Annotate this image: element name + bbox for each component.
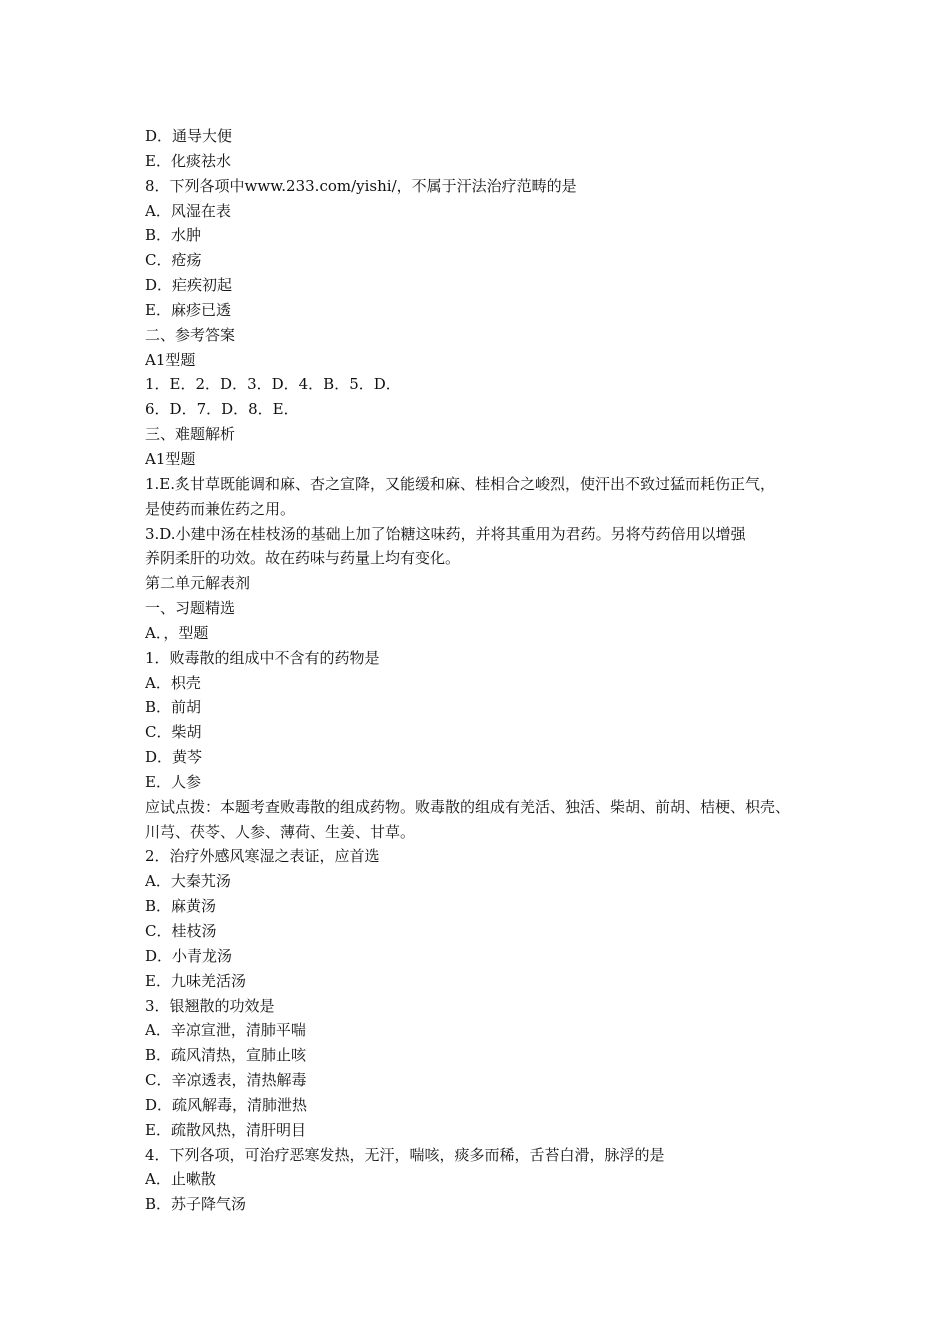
text-line: D．通导大便: [145, 127, 233, 145]
text-line: 养阴柔肝的功效。故在药味与药量上均有变化。: [145, 549, 461, 568]
text-line: E．化痰祛水: [145, 151, 231, 170]
text-line: D．疏风解毒，清肺泄热: [145, 1095, 308, 1114]
text-line: B．前胡: [145, 698, 202, 717]
text-line: 1.E.炙甘草既能调和麻、杏之宣降，又能缓和麻、桂相合之峻烈，使汗出不致过猛而耗伤正气，: [145, 474, 776, 493]
text-line: 8．下列各项中www.233.com/yishi/，不属于汗法治疗范畴的是: [145, 176, 577, 195]
text-line: 一、习题精选: [145, 599, 236, 618]
text-line: A．，型题: [145, 623, 209, 642]
text-line: C．疮疡: [145, 251, 202, 270]
text-line: B．麻黄汤: [145, 897, 217, 916]
text-line: 第二单元解表剂: [145, 574, 251, 593]
text-line: 二、参考答案: [145, 325, 236, 344]
text-line: A．大秦艽汤: [145, 872, 231, 891]
text-line: A．止嗽散: [145, 1170, 216, 1189]
text-line: E．人参: [145, 772, 201, 791]
text-line: B．苏子降气汤: [145, 1195, 247, 1214]
text-line: 是使药而兼佐药之用。: [145, 499, 296, 518]
text-line: C．桂枝汤: [145, 922, 217, 940]
text-line: C．柴胡: [145, 723, 202, 742]
text-line: 3．银翘散的功效是: [145, 996, 275, 1015]
text-line: 1．败毒散的组成中不含有的药物是: [145, 648, 380, 667]
text-line: 4．下列各项，可治疗恶寒发热，无汗，喘咳，痰多而稀，舌苔白滑，脉浮的是: [145, 1145, 665, 1164]
text-line: A1型题: [145, 350, 196, 369]
text-line: 2．治疗外感风寒湿之表证，应首选: [145, 847, 380, 866]
text-line: 1．E．2．D．3．D．4．B．5．D．: [145, 375, 401, 394]
text-line: 应试点拨：本题考查败毒散的组成药物。败毒散的组成有羌活、独活、柴胡、前胡、桔梗、枳壳、: [145, 797, 791, 816]
text-line: 川芎、茯苓、人参、薄荷、生姜、甘草。: [145, 822, 416, 841]
document-body: [145, 124, 835, 1217]
text-line: 3.D.小建中汤在桂枝汤的基础上加了饴糖这味药，并将其重用为君药。另将芍药倍用以增强: [145, 524, 746, 543]
text-line: A．辛凉宣泄，清肺平喘: [145, 1021, 306, 1040]
text-line: D．黄芩: [145, 748, 203, 767]
text-line: B．疏风清热，宣肺止咳: [145, 1046, 307, 1065]
text-line: A．风湿在表: [145, 201, 231, 220]
text-line: A1型题: [145, 449, 196, 468]
text-line: B．水肿: [145, 226, 202, 245]
text-line: E．疏散风热，清肝明目: [145, 1120, 306, 1139]
text-line: A．枳壳: [145, 673, 201, 692]
text-line: D．疟疾初起: [145, 276, 233, 295]
text-line: E．九味羌活汤: [145, 971, 246, 990]
text-line: 6．D．7．D．8．E．: [145, 400, 299, 419]
text-line: C．辛凉透表，清热解毒: [145, 1071, 307, 1090]
text-line: 三、难题解析: [145, 425, 236, 444]
text-line: E．麻疹已透: [145, 300, 231, 319]
text-line: D．小青龙汤: [145, 946, 233, 965]
